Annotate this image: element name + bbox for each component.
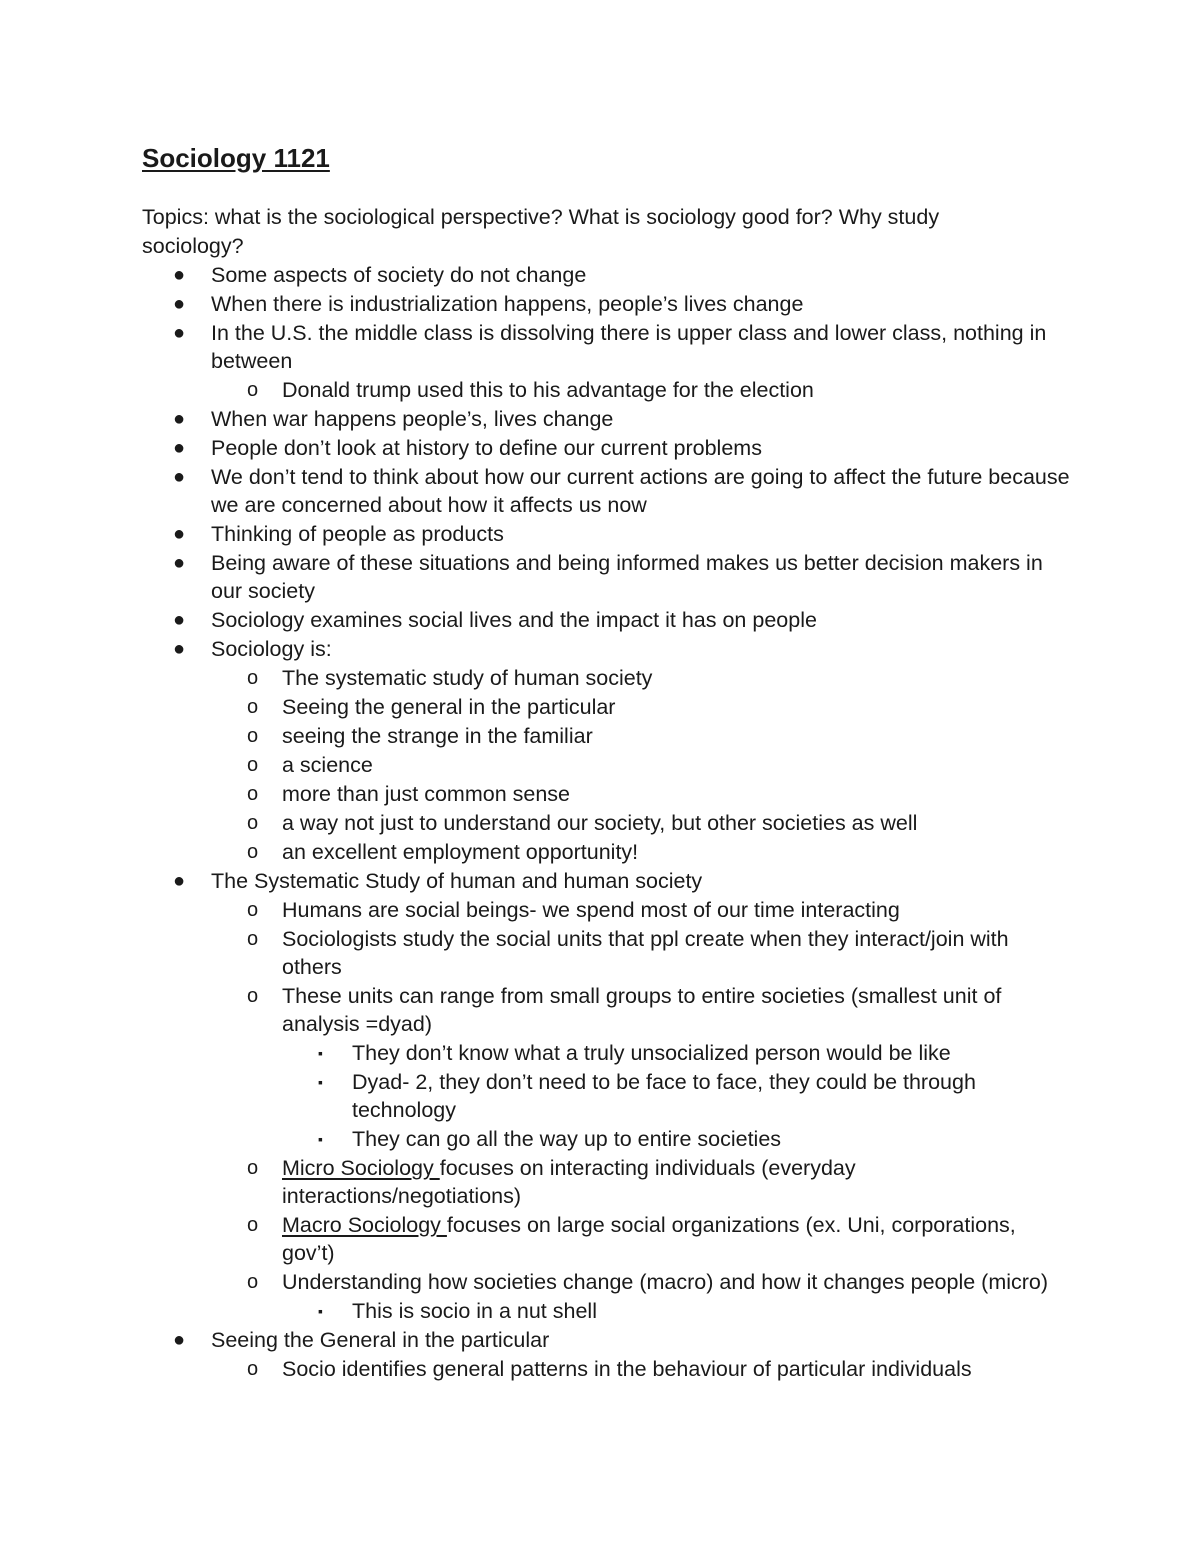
list-item	[0, 634, 1071, 663]
notes-list	[0, 260, 1200, 1383]
list-item-text	[282, 1156, 856, 1208]
list-item	[0, 289, 1071, 318]
bullet-circle-icon: o	[247, 696, 259, 718]
list-item-text	[352, 1299, 597, 1323]
bullet-square-icon: ▪	[318, 1131, 323, 1147]
list-item-label: Sociology is:	[211, 637, 332, 661]
bullet-circle-icon: o	[247, 379, 259, 401]
bullet-dot-icon: ●	[173, 466, 186, 488]
bullet-square-icon: ▪	[318, 1303, 323, 1319]
list-item-label: an excellent employment opportunity!	[282, 840, 639, 864]
bullet-dot-icon: ●	[173, 293, 186, 315]
bullet-circle-icon: o	[247, 783, 259, 805]
list-item-label: They don’t know what a truly unsocialized person would be like	[352, 1041, 951, 1065]
list-item-text	[211, 637, 332, 661]
underlined-term: Macro Sociology	[282, 1213, 447, 1237]
list-item-label: The Systematic Study of human and human society	[211, 869, 703, 893]
list-item-label: Humans are social beings- we spend most of our time interacting	[282, 898, 900, 922]
bullet-circle-icon: o	[247, 928, 259, 950]
list-item-label: This is socio in a nut shell	[352, 1299, 597, 1323]
list-item-label: a way not just to understand our society, but other societies as well	[282, 811, 918, 835]
list-item	[0, 548, 1071, 605]
list-item-label: They can go all the way up to entire societies	[352, 1127, 782, 1151]
document-title: Sociology 1121	[142, 143, 330, 173]
list-item-label: When war happens people’s, lives change	[211, 407, 614, 431]
list-item	[0, 433, 1071, 462]
bullet-dot-icon: ●	[173, 408, 186, 430]
list-item	[0, 1067, 1052, 1124]
list-item	[0, 750, 1062, 779]
list-item-label: Dyad- 2, they don’t need to be face to face, they could be through technology	[352, 1070, 976, 1122]
list-item-text	[211, 321, 1046, 373]
list-item-label: Sociology examines social lives and the impact it has on people	[211, 608, 817, 632]
list-item	[0, 605, 1071, 634]
list-item-text	[282, 1213, 1016, 1265]
list-item-text	[282, 811, 917, 835]
list-item-text	[211, 292, 803, 316]
list-item-text	[282, 927, 1009, 979]
list-item-label: focuses on large social organizations (ex. Uni, corporations, gov’t)	[282, 1213, 1016, 1265]
list-item-text	[211, 436, 762, 460]
list-item-text	[282, 753, 373, 777]
list-item	[0, 1354, 1062, 1383]
bullet-circle-icon: o	[247, 1157, 259, 1179]
bullet-circle-icon: o	[247, 899, 259, 921]
list-item	[0, 1153, 1062, 1210]
list-item-label: These units can range from small groups to entire societies (smallest unit of analysis =dyad)	[282, 984, 1002, 1036]
list-item-text	[211, 551, 1043, 603]
list-item	[0, 318, 1071, 375]
list-item-text	[352, 1041, 951, 1065]
list-item-label: The systematic study of human society	[282, 666, 653, 690]
list-item-label: People don’t look at history to define our current problems	[211, 436, 762, 460]
list-item-text	[282, 695, 615, 719]
bullet-dot-icon: ●	[173, 523, 186, 545]
underlined-term: Micro Sociology	[282, 1156, 440, 1180]
bullet-dot-icon: ●	[173, 609, 186, 631]
list-item-label: Seeing the General in the particular	[211, 1328, 550, 1352]
list-item	[0, 1038, 1052, 1067]
list-item-label: Donald trump used this to his advantage for the election	[282, 378, 814, 402]
list-item	[0, 692, 1062, 721]
list-item	[0, 1296, 1052, 1325]
list-item-text	[211, 608, 817, 632]
list-item-label: more than just common sense	[282, 782, 570, 806]
list-item	[0, 895, 1062, 924]
list-item-text	[282, 378, 814, 402]
list-item	[0, 462, 1071, 519]
list-item-text	[282, 1270, 1048, 1294]
bullet-dot-icon: ●	[173, 552, 186, 574]
list-item-text	[211, 407, 613, 431]
bullet-square-icon: ▪	[318, 1045, 323, 1061]
list-item-label: We don’t tend to think about how our current actions are going to affect the future because we are concerned about how it affects us now	[211, 465, 1070, 517]
bullet-dot-icon: ●	[173, 638, 186, 660]
list-item-label: Thinking of people as products	[211, 522, 504, 546]
list-item	[0, 404, 1071, 433]
bullet-circle-icon: o	[247, 1214, 259, 1236]
list-item-text	[211, 1328, 549, 1352]
list-item-text	[282, 898, 900, 922]
bullet-circle-icon: o	[247, 754, 259, 776]
list-item-text	[211, 263, 586, 287]
bullet-circle-icon: o	[247, 725, 259, 747]
list-item-text	[282, 840, 638, 864]
list-item	[0, 375, 1062, 404]
list-item	[0, 1325, 1071, 1354]
bullet-circle-icon: o	[247, 841, 259, 863]
list-item-label: a science	[282, 753, 373, 777]
list-item-label: Sociologists study the social units that ppl create when they interact/join with others	[282, 927, 1009, 979]
list-item-text	[282, 666, 652, 690]
list-item-text	[282, 724, 593, 748]
bullet-circle-icon: o	[247, 812, 259, 834]
list-item-label: When there is industrialization happens, people’s lives change	[211, 292, 804, 316]
list-item	[0, 866, 1071, 895]
list-item	[0, 1267, 1062, 1296]
bullet-dot-icon: ●	[173, 437, 186, 459]
list-item	[0, 837, 1062, 866]
list-item-text	[211, 465, 1070, 517]
list-item-text	[211, 522, 504, 546]
list-item-text	[352, 1127, 781, 1151]
topics-paragraph: Topics: what is the sociological perspective? What is sociology good for? Why study sociology?	[142, 205, 940, 258]
bullet-circle-icon: o	[247, 1271, 259, 1293]
list-item	[0, 663, 1062, 692]
bullet-dot-icon: ●	[173, 870, 186, 892]
list-item-text	[211, 869, 702, 893]
bullet-dot-icon: ●	[173, 264, 186, 286]
list-item	[0, 721, 1062, 750]
bullet-dot-icon: ●	[173, 322, 186, 344]
list-item	[0, 260, 1071, 289]
list-item	[0, 1210, 1062, 1267]
list-item-label: Seeing the general in the particular	[282, 695, 616, 719]
list-item	[0, 519, 1071, 548]
bullet-circle-icon: o	[247, 667, 259, 689]
list-item-text	[352, 1070, 976, 1122]
list-item-label: Some aspects of society do not change	[211, 263, 587, 287]
list-item-text	[282, 1357, 972, 1381]
list-item-label: In the U.S. the middle class is dissolving there is upper class and lower class, nothing in between	[211, 321, 1047, 373]
list-item	[0, 924, 1062, 981]
bullet-dot-icon: ●	[173, 1329, 186, 1351]
list-item	[0, 1124, 1052, 1153]
list-item-label: Being aware of these situations and being informed makes us better decision makers in our society	[211, 551, 1043, 603]
list-item	[0, 981, 1062, 1038]
list-item-text	[282, 984, 1001, 1036]
bullet-circle-icon: o	[247, 985, 259, 1007]
list-item-label: Socio identifies general patterns in the behaviour of particular individuals	[282, 1357, 972, 1381]
list-item-label: seeing the strange in the familiar	[282, 724, 593, 748]
list-item	[0, 808, 1062, 837]
bullet-circle-icon: o	[247, 1358, 259, 1380]
list-item	[0, 779, 1062, 808]
list-item-label: Understanding how societies change (macro) and how it changes people (micro)	[282, 1270, 1049, 1294]
bullet-square-icon: ▪	[318, 1074, 323, 1090]
list-item-label: focuses on interacting individuals (everyday interactions/negotiations)	[282, 1156, 856, 1208]
list-item-text	[282, 782, 570, 806]
